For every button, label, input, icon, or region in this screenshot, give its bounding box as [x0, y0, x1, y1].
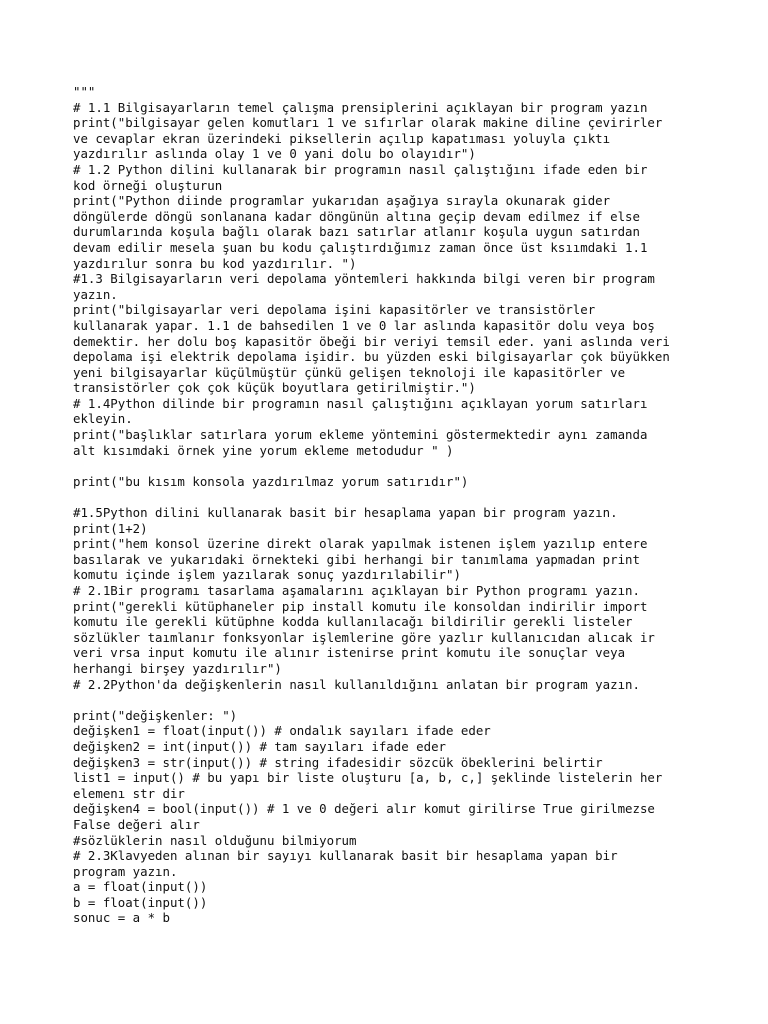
code-line: # 1.1 Bilgisayarların temel çalışma prensiplerini açıklayan bir program yazın: [73, 99, 648, 115]
code-line: a = float(input()): [73, 879, 208, 895]
code-line: #1.3 Bilgisayarların veri depolama yöntemleri hakkında bilgi veren bir program: [73, 271, 655, 287]
code-line: list1 = input() # bu yapı bir liste oluşturu [a, b, c,] şeklinde listelerin her: [73, 770, 663, 786]
code-line: print("hem konsol üzerine direkt olarak yapılmak istenen işlem yazılıp entere: [73, 536, 648, 552]
code-line: yeni bilgisayarlar küçülmüştür çünkü gelişen teknoloji ile kapasitörler ve: [73, 364, 626, 380]
code-line: # 2.2Python'da değişkenlerin nasıl kullanıldığını anlatan bir program yazın.: [73, 676, 640, 692]
code-line: döngülerde döngü sonlanana kadar döngünün altına geçip devam edilmez if else: [73, 208, 640, 224]
code-line: print("değişkenler: "): [73, 707, 238, 723]
code-line: değişken3 = str(input()) # string ifadesidir sözcük öbeklerini belirtir: [73, 754, 603, 770]
code-line: demektir. her dolu boş kapasitör öbeği bir veriyi temsil eder. yani aslında veri: [73, 333, 670, 349]
code-line: print("bilgisayar gelen komutları 1 ve sıfırlar olarak makine diline çevirirler: [73, 115, 663, 131]
code-line: [73, 489, 703, 505]
code-line: yazın.: [73, 286, 118, 302]
code-line: [73, 692, 703, 708]
code-line: elemenı str dir: [73, 785, 185, 801]
code-line: print("başlıklar satırlara yorum ekleme yöntemini göstermektedir aynı zamanda: [73, 427, 648, 443]
code-line: program yazın.: [73, 863, 178, 879]
code-line: print("bu kısım konsola yazdırılmaz yorum satırıdır"): [73, 473, 469, 489]
code-line: ekleyin.: [73, 411, 133, 427]
code-line: komutu ile gerekli kütüphne kodda kullanılacağı bildirilir gerekli listeler: [73, 614, 633, 630]
code-line: print(1+2): [73, 520, 148, 536]
code-line: b = float(input()): [73, 894, 208, 910]
code-line: [73, 458, 703, 474]
code-line: komutu içinde işlem yazılarak sonuç yazdırılabilir"): [73, 567, 461, 583]
code-line: durumlarında koşula bağlı olarak bazı satırlar atlanır koşula uygun satırdan: [73, 224, 640, 240]
code-line: #sözlüklerin nasıl olduğunu bilmiyorum: [73, 832, 357, 848]
code-text-block: [73, 84, 703, 926]
code-line: sonuc = a * b: [73, 910, 170, 926]
code-line: # 2.3Klavyeden alınan bir sayıyı kullanarak basit bir hesaplama yapan bir: [73, 848, 618, 864]
code-line: yazdırılur sonra bu kod yazdırılır. "): [73, 255, 357, 271]
code-line: print("gerekli kütüphaneler pip install komutu ile konsoldan indirilir import: [73, 598, 648, 614]
code-line: """: [73, 84, 96, 99]
code-line: değişken2 = int(input()) # tam sayıları ifade eder: [73, 738, 446, 754]
code-line: veri vrsa input komutu ile alınır istenirse print komutu ile sonuçlar veya: [73, 645, 626, 661]
code-line: print("bilgisayarlar veri depolama işini kapasitörler ve transistörler: [73, 302, 596, 318]
code-line: #1.5Python dilini kullanarak basit bir hesaplama yapan bir program yazın.: [73, 505, 618, 521]
code-line: print("Python diinde programlar yukarıdan aşağıya sırayla okunarak gider: [73, 193, 611, 209]
code-line: herhangi birşey yazdırılır"): [73, 660, 282, 676]
code-line: basılarak ve yukarıdaki örnekteki gibi herhangi bir tanımlama yapmadan print: [73, 551, 640, 567]
code-line: kod örneği oluşturun: [73, 177, 223, 193]
code-line: alt kısımdaki örnek yine yorum ekleme metodudur " ): [73, 442, 454, 458]
code-line: False değeri alır: [73, 816, 200, 832]
code-line: sözlükler taımlanır fonksyonlar işlemlerine göre yazlır kullanıcıdan alıcak ir: [73, 629, 655, 645]
code-line: transistörler çok çok küçük boyutlara getirilmiştir."): [73, 380, 476, 396]
code-line: depolama işi elektrik depolama işidir. bu yüzden eski bilgisayarlar çok büyükken: [73, 349, 670, 365]
code-line: değişken4 = bool(input()) # 1 ve 0 değeri alır komut girilirse True girilmezse: [73, 801, 655, 817]
code-line: # 1.2 Python dilini kullanarak bir programın nasıl çalıştığını ifade eden bir: [73, 161, 648, 177]
code-line: yazdırılır aslında olay 1 ve 0 yani dolu bo olayıdır"): [73, 146, 476, 162]
code-line: devam edilir mesela şuan bu kodu çalıştırdığımız zaman önce üst ksıımdaki 1.1: [73, 239, 648, 255]
code-line: kullanarak yapar. 1.1 de bahsedilen 1 ve 0 lar aslında kapasitör dolu veya boş: [73, 317, 655, 333]
code-line: ve cevaplar ekran üzerindeki piksellerin açılıp kapatıması yoluyla çıktı: [73, 130, 611, 146]
code-line: # 1.4Python dilinde bir programın nasıl çalıştığını açıklayan yorum satırları: [73, 395, 648, 411]
code-line: # 2.1Bir programı tasarlama aşamalarını açıklayan bir Python programı yazın.: [73, 583, 640, 598]
code-line: değişken1 = float(input()) # ondalık sayıları ifade eder: [73, 723, 491, 739]
